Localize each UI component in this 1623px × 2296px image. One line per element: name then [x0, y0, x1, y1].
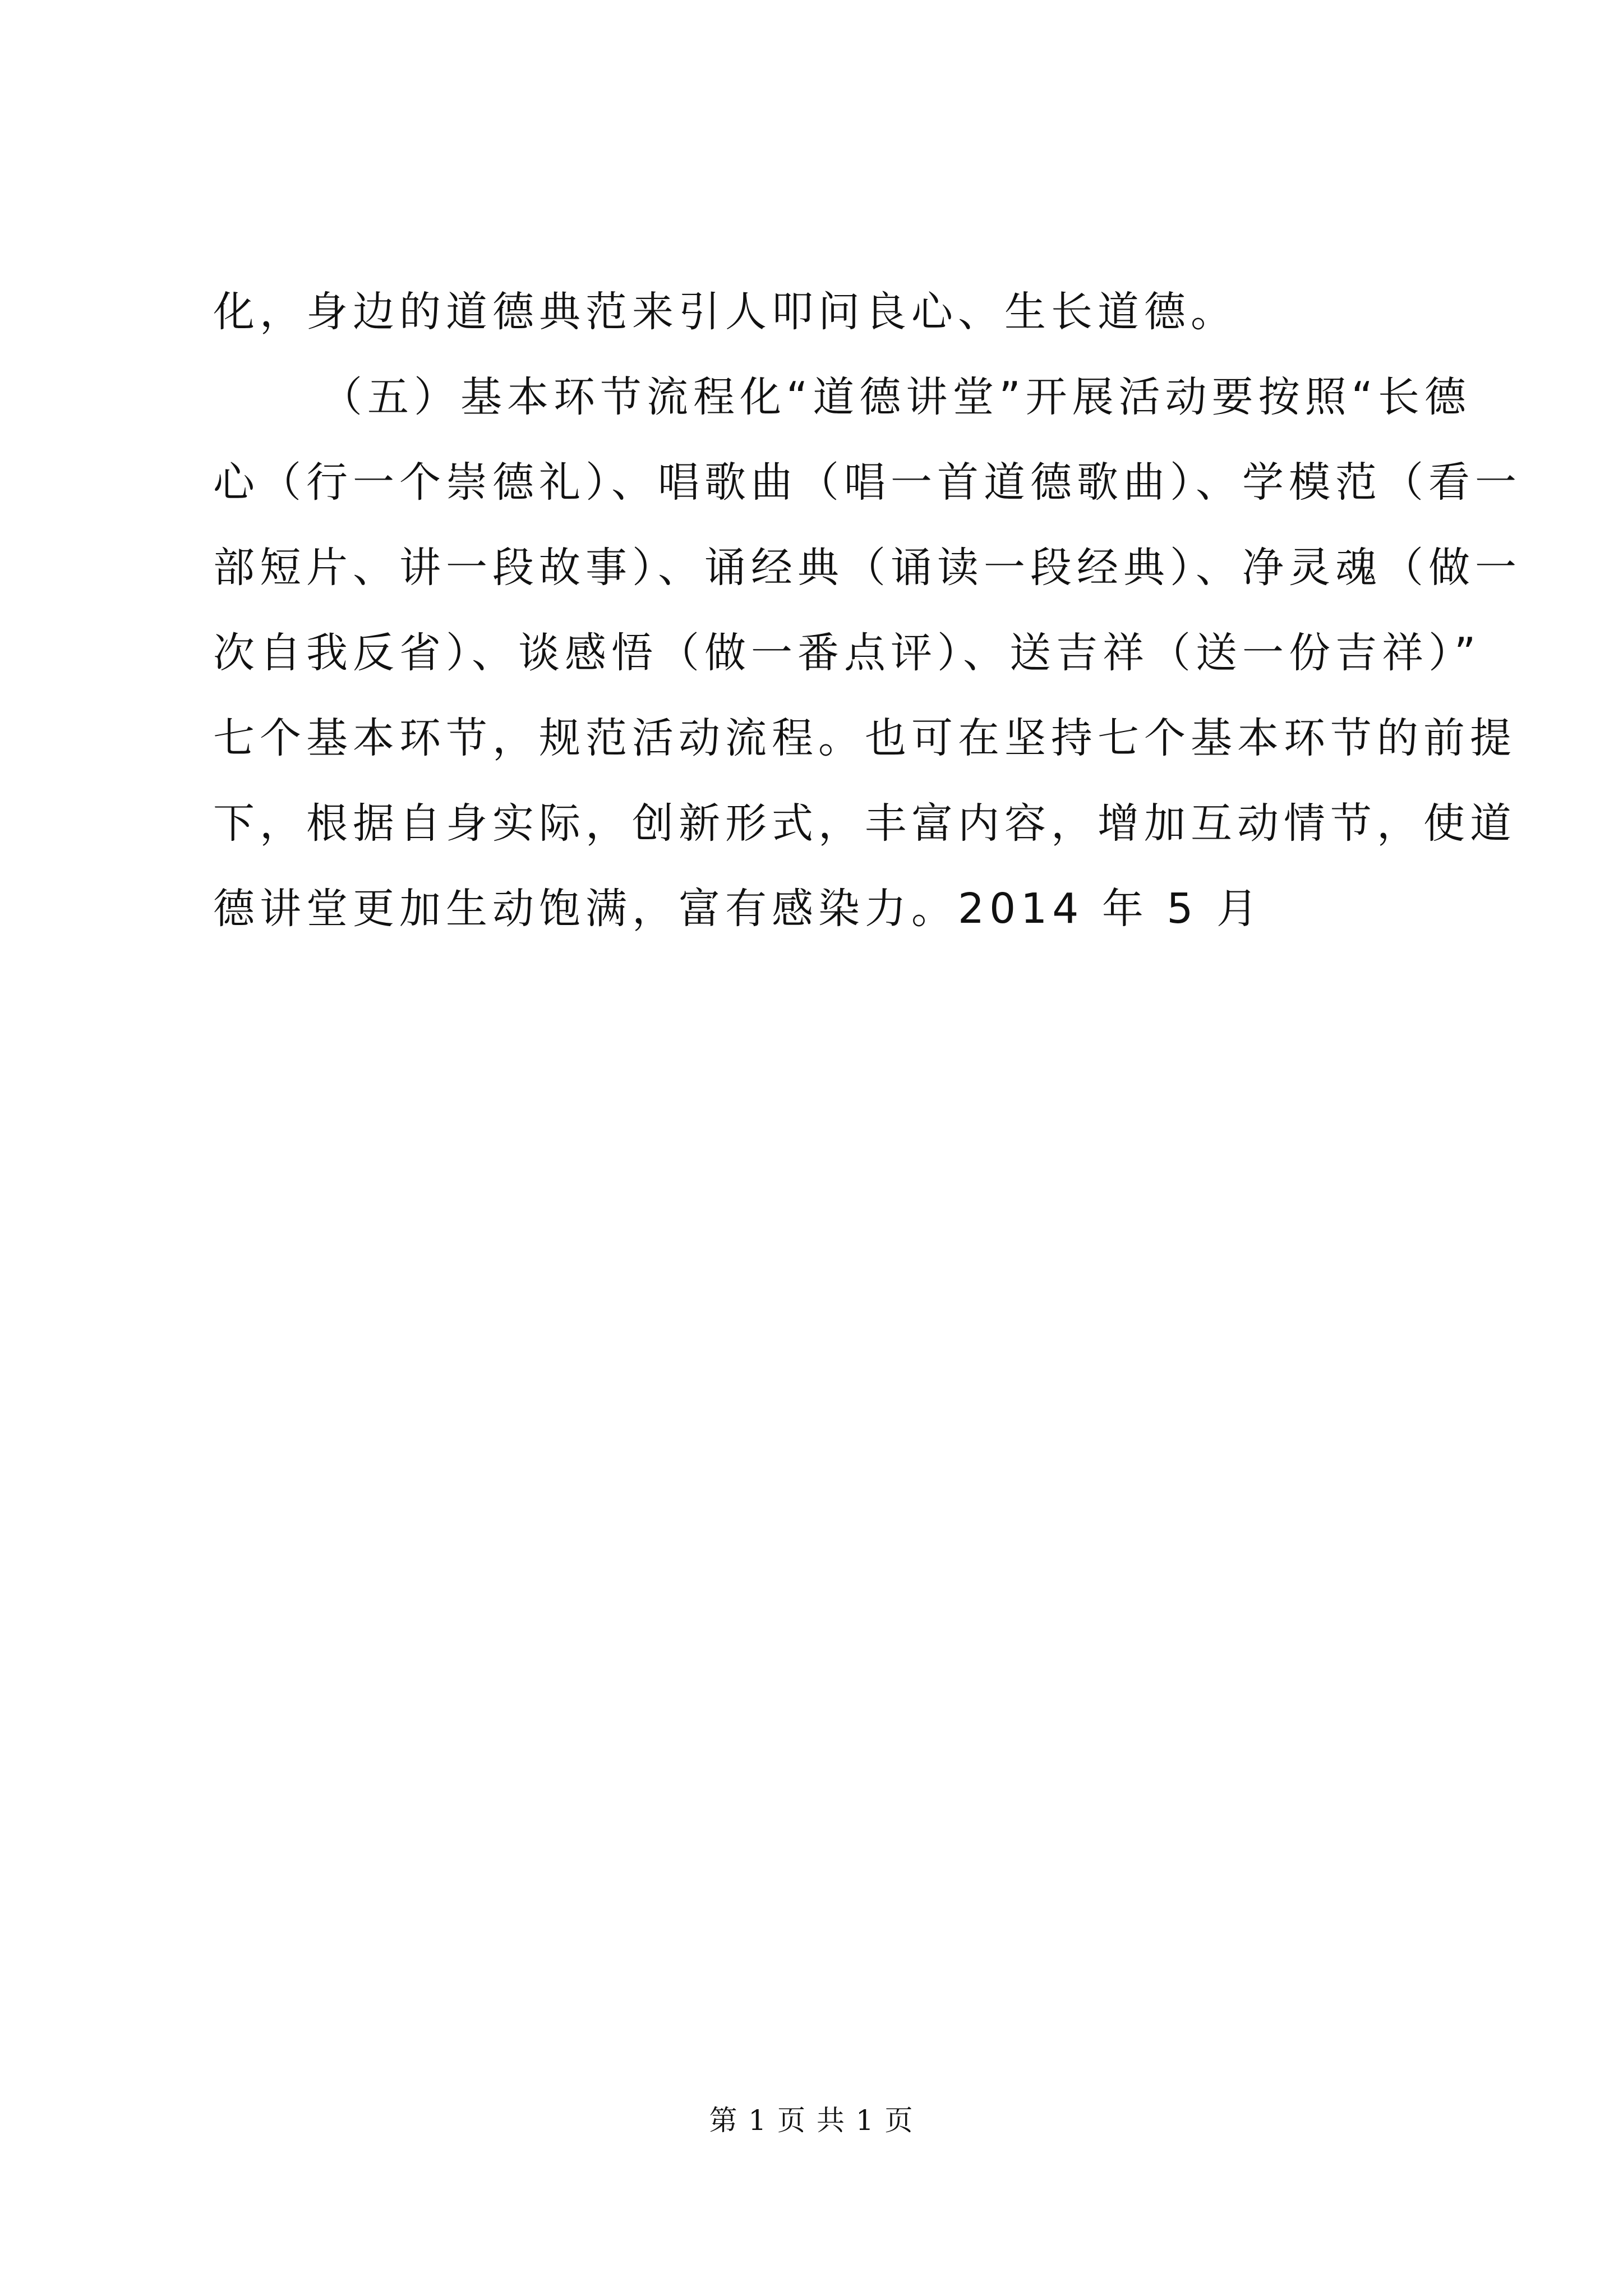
paragraph-line: 次自我反省）、谈感悟（做一番点评）、送吉祥（送一份吉祥）” [213, 629, 1481, 677]
paragraph-line-last: 德讲堂更加生动饱满，富有感染力。2014 年 5 月 [213, 885, 1263, 933]
page-number-footer: 第 1 页 共 1 页 [709, 2104, 914, 2137]
paragraph-line: 心（行一个崇德礼）、唱歌曲（唱一首道德歌曲）、学模范（看一 [213, 458, 1521, 507]
paragraph-line-first: （五）基本环节流程化“道德讲堂”开展活动要按照“长德 [321, 373, 1472, 421]
paragraph-continuation-line: 化，身边的道德典范来引人叩问良心、生长道德。 [213, 288, 1237, 336]
paragraph-line: 下，根据自身实际，创新形式，丰富内容，增加互动情节，使道 [213, 799, 1516, 848]
paragraph-line: 七个基本环节，规范活动流程。也可在坚持七个基本环节的前提 [213, 714, 1516, 762]
paragraph-line: 部短片、讲一段故事）、诵经典（诵读一段经典）、净灵魂（做一 [213, 544, 1521, 592]
body-text [213, 269, 1521, 951]
